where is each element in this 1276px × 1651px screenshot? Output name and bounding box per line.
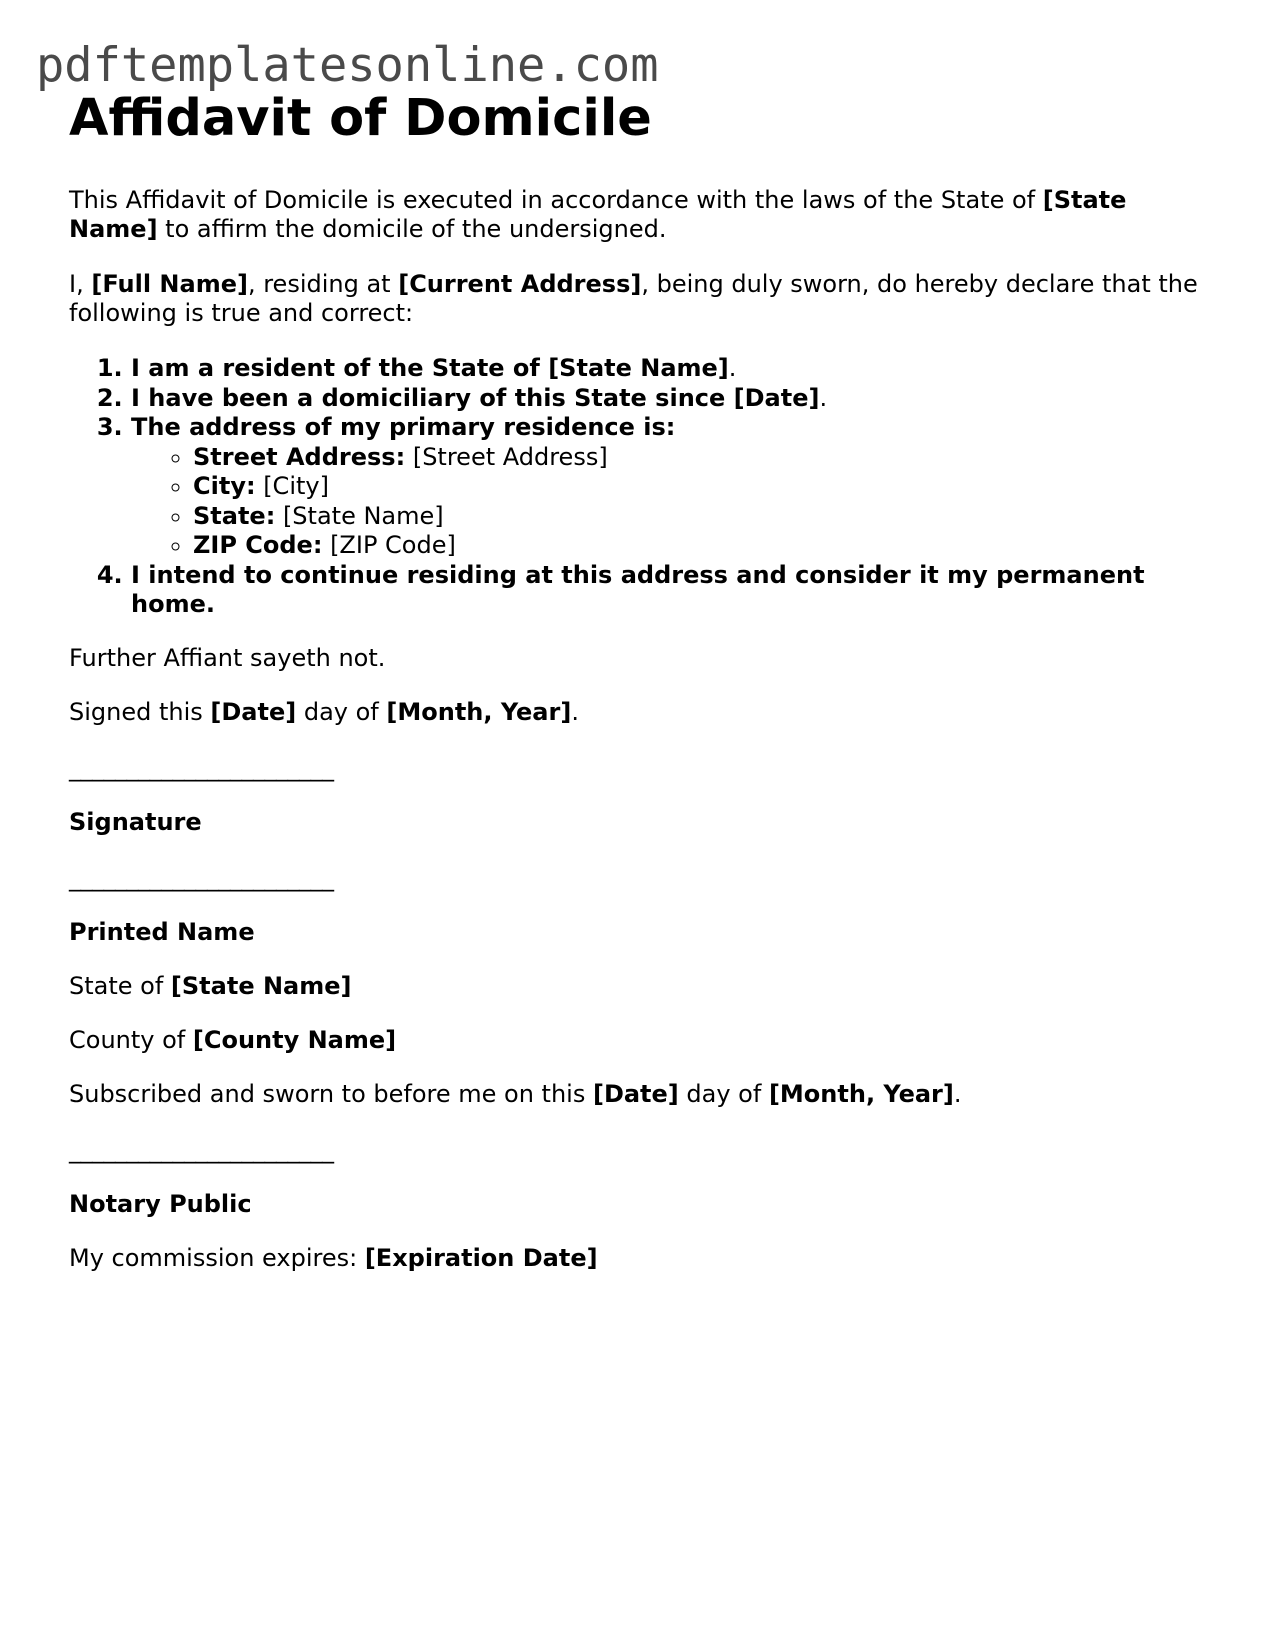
county-of-line: County of [County Name] — [69, 1025, 397, 1054]
county-placeholder: [County Name] — [192, 1025, 397, 1054]
intro-text-2: to affirm the domicile of the undersigned. — [157, 215, 667, 243]
subscribed-month-year-placeholder: [Month, Year] — [768, 1079, 954, 1108]
current-address-placeholder: [Current Address] — [398, 270, 642, 298]
document-title: Affidavit of Domicile — [69, 89, 652, 148]
declaration-text-3: , being duly sworn, do hereby declare that the following is true and correct: — [69, 270, 1198, 327]
statement-item: 4. I intend to continue residing at this address and consider it my permanent home. — [131, 561, 1209, 620]
watermark: pdftemplatesonline.com — [36, 38, 659, 93]
printed-name-line[interactable]: _______________________ — [69, 863, 334, 892]
expiration-date-placeholder: [Expiration Date] — [364, 1243, 598, 1272]
address-city: ◦ City: [City] — [193, 472, 1209, 502]
signature-line[interactable]: _______________________ — [69, 753, 334, 782]
statement-item: 1. I am a resident of the State of [State Name]. — [131, 354, 1209, 384]
notary-signature-line[interactable]: _______________________ — [69, 1135, 334, 1164]
statements-list — [69, 354, 1209, 620]
intro-paragraph — [69, 186, 1209, 244]
declaration-paragraph — [69, 270, 1209, 328]
statement-item: 3. The address of my primary residence is: ◦ Street Address: [Street Address] ◦ City: [City] ◦ State: [State Name] ◦ ZIP Code: [ZIP Code] — [131, 413, 1209, 561]
statement-item: 2. I have been a domiciliary of this State since [Date]. — [131, 384, 1209, 414]
declaration-text-2: , residing at — [247, 270, 399, 298]
state-of-placeholder: [State Name] — [170, 971, 352, 1000]
address-street: ◦ Street Address: [Street Address] — [193, 443, 1209, 473]
address-state: ◦ State: [State Name] — [193, 502, 1209, 532]
signature-label: Signature — [69, 807, 202, 836]
document-page — [69, 88, 1209, 1273]
address-list — [131, 443, 1209, 561]
intro-state-placeholder: [State Name] — [69, 186, 1127, 243]
printed-name-label: Printed Name — [69, 917, 255, 946]
full-name-placeholder: [Full Name] — [91, 270, 248, 298]
notary-public-label: Notary Public — [69, 1189, 252, 1218]
signed-date-placeholder: [Date] — [210, 697, 297, 726]
intro-text-1: This Affidavit of Domicile is executed in accordance with the laws of the State of — [69, 186, 1043, 214]
commission-expires-line: My commission expires: [Expiration Date] — [69, 1243, 598, 1272]
further-statement: Further Affiant sayeth not. — [69, 643, 386, 672]
subscribed-date-placeholder: [Date] — [592, 1079, 679, 1108]
state-of-line: State of [State Name] — [69, 971, 352, 1000]
declaration-text-1: I, — [69, 270, 92, 298]
signed-date-line: Signed this [Date] day of [Month, Year]. — [69, 697, 579, 726]
signed-month-year-placeholder: [Month, Year] — [386, 697, 572, 726]
subscribed-line: Subscribed and sworn to before me on this [Date] day of [Month, Year]. — [69, 1079, 962, 1108]
address-zip: ◦ ZIP Code: [ZIP Code] — [193, 531, 1209, 561]
